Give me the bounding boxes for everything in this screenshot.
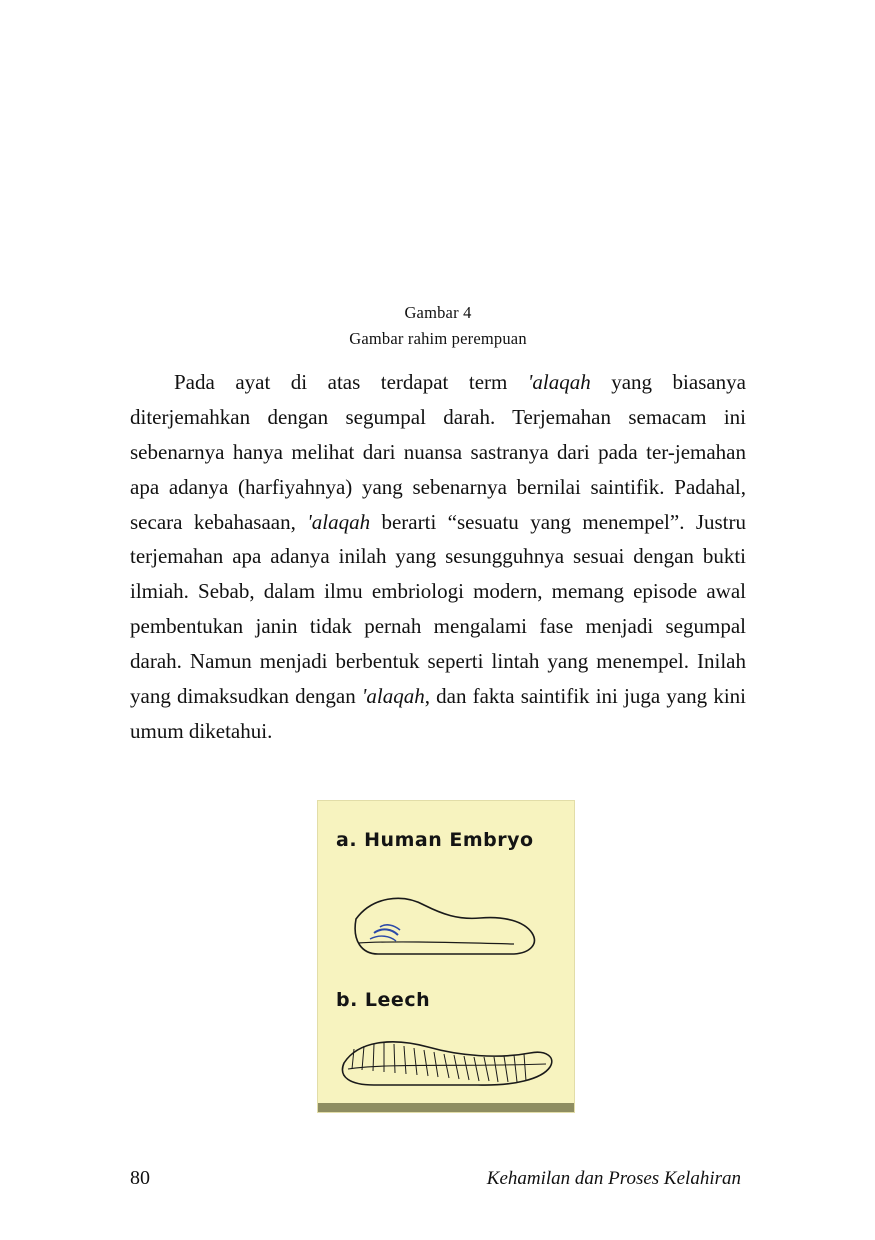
page-content <box>130 300 746 770</box>
figure-description-label: Gambar rahim perempuan <box>349 328 527 348</box>
illustration-image <box>318 801 574 1112</box>
illustration-label-a: a. Human Embryo <box>336 829 534 851</box>
running-title: Kehamilan dan Proses Kelahiran <box>486 1168 741 1189</box>
page-number: 80 <box>130 1167 150 1189</box>
figure-caption-top <box>130 300 746 351</box>
illustration-label-b: b. Leech <box>336 989 431 1011</box>
figure-number-label: Gambar 4 <box>404 303 472 322</box>
body-paragraph: Pada ayat di atas terdapat term 'alaqah yang biasanya diterjemahkan dengan segumpal darah. Terjemahan semacam ini sebenarnya hanya melihat dari nuansa sastranya dari pada ter-jemahan apa adanya (harfiyahnya) yang sebenarnya bernilai saintifik. Padahal, secara kebahasaan, 'alaqah berarti “sesuatu yang menempel”. Justru terjemahan apa adanya inilah yang sesungguhnya sesuai dengan bukti ilmiah. Sebab, dalam ilmu embriologi modern, memang episode awal pembentukan janin tidak pernah mengalami fase menjadi segumpal darah. Namun menjadi berbentuk seperti lintah yang menempel. Inilah yang dimaksudkan dengan 'alaqah, dan fakta saintifik ini juga yang kini umum diketahui. <box>130 370 747 743</box>
page-footer <box>130 1167 745 1190</box>
illustration-figure <box>318 801 574 1112</box>
illustration-bottom-band <box>318 1103 574 1112</box>
